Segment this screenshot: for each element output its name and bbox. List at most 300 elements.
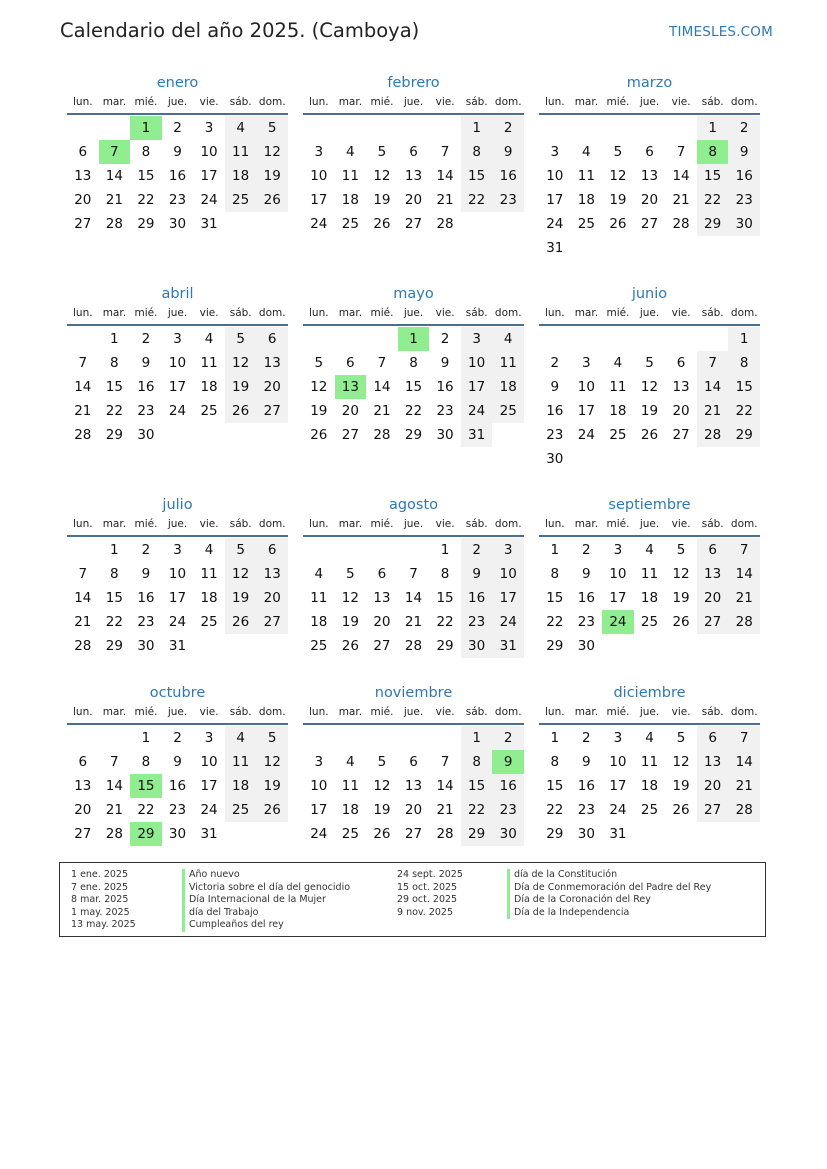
empty-cell — [67, 538, 99, 562]
days-grid — [67, 726, 288, 846]
day-cell: 12 — [256, 140, 288, 164]
day-cell: 17 — [461, 375, 493, 399]
empty-cell — [366, 538, 398, 562]
day-cell: 5 — [377, 754, 387, 770]
day-cell: 18 — [310, 614, 328, 630]
day-cell: 16 — [492, 164, 524, 188]
day-cell: 22 — [461, 798, 493, 822]
empty-cell — [634, 116, 666, 140]
weekday-label: jue. — [167, 706, 188, 718]
days-grid — [539, 116, 760, 260]
day-cell: 28 — [404, 638, 423, 654]
legend-date: 24 sept. 2025 — [397, 869, 463, 880]
day-cell: 30 — [577, 826, 595, 842]
day-cell: 10 — [168, 355, 187, 371]
day-cell: 3 — [492, 538, 524, 562]
day-cell: 21 — [697, 399, 729, 423]
weekday-label: jue. — [403, 518, 424, 530]
day-cell: 5 — [676, 542, 686, 558]
day-cell: 16 — [492, 774, 524, 798]
day-cell: 25 — [577, 216, 595, 232]
day-cell: 26 — [256, 188, 288, 212]
weekday-label: jue. — [403, 706, 424, 718]
weekday-label: dom. — [730, 706, 758, 718]
day-cell: 16 — [137, 379, 155, 395]
day-cell: 26 — [225, 610, 257, 634]
weekday-label: dom. — [494, 307, 522, 319]
day-cell: 19 — [672, 590, 690, 606]
day-cell: 3 — [204, 730, 214, 746]
brand-link[interactable]: TIMESLES.COM — [669, 24, 773, 40]
month-mayo — [303, 284, 524, 447]
day-cell: 7 — [728, 538, 760, 562]
holiday-day-cell: 24 — [602, 610, 634, 634]
day-cell: 7 — [440, 754, 450, 770]
day-cell: 21 — [672, 192, 690, 208]
weekday-label: dom. — [258, 706, 286, 718]
month-agosto — [303, 495, 524, 658]
day-cell: 27 — [341, 427, 359, 443]
days-grid — [303, 538, 524, 658]
weekday-label: mar. — [102, 518, 127, 530]
month-title: enero — [156, 75, 199, 91]
day-cell: 14 — [373, 379, 391, 395]
day-cell: 22 — [697, 188, 729, 212]
day-cell: 1 — [461, 726, 493, 750]
day-cell: 22 — [137, 192, 155, 208]
day-cell: 25 — [640, 614, 659, 630]
day-cell: 25 — [492, 399, 524, 423]
empty-cell — [634, 327, 666, 351]
day-cell: 19 — [373, 192, 391, 208]
day-cell: 11 — [225, 140, 257, 164]
legend-date: 8 mar. 2025 — [71, 894, 129, 905]
day-cell: 11 — [225, 750, 257, 774]
weekday-label: lun. — [73, 518, 93, 530]
day-cell: 13 — [672, 379, 690, 395]
holiday-day-cell: 9 — [492, 750, 524, 774]
weekday-label: mar. — [102, 96, 127, 108]
empty-cell — [303, 327, 335, 351]
holiday-day-cell: 29 — [130, 822, 162, 846]
day-cell: 22 — [137, 802, 155, 818]
day-cell: 28 — [373, 427, 391, 443]
month-julio — [67, 495, 288, 658]
day-cell: 2 — [582, 730, 591, 746]
day-cell: 14 — [74, 379, 92, 395]
weekday-header — [67, 93, 288, 115]
day-cell: 4 — [582, 144, 591, 160]
day-cell: 24 — [310, 826, 328, 842]
day-cell: 16 — [168, 168, 187, 184]
day-cell: 30 — [137, 638, 155, 654]
day-cell: 30 — [728, 212, 760, 236]
day-cell: 13 — [697, 750, 729, 774]
weekday-label: jue. — [167, 518, 188, 530]
day-cell: 17 — [310, 802, 328, 818]
day-cell: 30 — [546, 451, 564, 467]
day-cell: 3 — [461, 327, 493, 351]
day-cell: 27 — [672, 427, 690, 443]
day-cell: 28 — [672, 216, 690, 232]
day-cell: 5 — [676, 730, 686, 746]
day-cell: 21 — [404, 614, 423, 630]
day-cell: 1 — [550, 730, 560, 746]
day-cell: 11 — [200, 566, 218, 582]
day-cell: 2 — [461, 538, 493, 562]
month-title: febrero — [387, 75, 440, 91]
day-cell: 23 — [492, 798, 524, 822]
weekday-header — [67, 304, 288, 326]
day-cell: 9 — [582, 754, 591, 770]
day-cell: 15 — [105, 379, 123, 395]
day-cell: 16 — [461, 586, 493, 610]
day-cell: 21 — [74, 614, 92, 630]
day-cell: 29 — [436, 638, 454, 654]
day-cell: 24 — [577, 427, 595, 443]
day-cell: 14 — [436, 778, 454, 794]
weekday-label: mié. — [606, 307, 630, 319]
page-title: Calendario del año 2025. (Camboya) — [60, 19, 420, 42]
day-cell: 31 — [492, 634, 524, 658]
day-cell: 19 — [609, 192, 627, 208]
day-cell: 4 — [225, 116, 257, 140]
day-cell: 8 — [110, 566, 119, 582]
day-cell: 20 — [256, 586, 288, 610]
day-cell: 19 — [225, 586, 257, 610]
legend-date: 1 ene. 2025 — [71, 869, 128, 880]
weekday-label: mié. — [134, 706, 158, 718]
day-cell: 3 — [173, 542, 182, 558]
day-cell: 31 — [609, 826, 627, 842]
day-cell: 15 — [728, 375, 760, 399]
day-cell: 8 — [550, 754, 560, 770]
day-cell: 27 — [697, 798, 729, 822]
empty-cell — [697, 327, 729, 351]
day-cell: 2 — [728, 116, 760, 140]
day-cell: 1 — [110, 542, 119, 558]
day-cell: 21 — [436, 192, 454, 208]
day-cell: 18 — [341, 192, 359, 208]
day-cell: 7 — [78, 355, 88, 371]
day-cell: 20 — [672, 403, 690, 419]
day-cell: 7 — [110, 754, 119, 770]
weekday-header — [303, 703, 524, 725]
day-cell: 5 — [225, 327, 257, 351]
day-cell: 6 — [409, 144, 418, 160]
legend-date: 29 oct. 2025 — [397, 894, 458, 905]
month-febrero — [303, 73, 524, 236]
day-cell: 24 — [546, 216, 564, 232]
weekday-label: dom. — [494, 706, 522, 718]
day-cell: 5 — [613, 144, 623, 160]
empty-cell — [335, 327, 367, 351]
day-cell: 15 — [105, 590, 123, 606]
holiday-legend — [59, 862, 766, 937]
weekday-header — [539, 93, 760, 115]
weekday-label: dom. — [494, 518, 522, 530]
day-cell: 11 — [341, 778, 359, 794]
month-title: septiembre — [608, 497, 691, 513]
day-cell: 7 — [697, 351, 729, 375]
weekday-label: lun. — [309, 307, 329, 319]
day-cell: 3 — [204, 120, 214, 136]
day-cell: 6 — [697, 726, 729, 750]
day-cell: 24 — [200, 192, 218, 208]
day-cell: 17 — [168, 590, 187, 606]
day-cell: 18 — [225, 774, 257, 798]
day-cell: 4 — [645, 730, 654, 746]
legend-holiday-name: Año nuevo — [182, 869, 350, 882]
weekday-label: jue. — [167, 307, 188, 319]
day-cell: 2 — [492, 116, 524, 140]
day-cell: 14 — [728, 562, 760, 586]
day-cell: 17 — [609, 778, 627, 794]
weekday-label: jue. — [639, 96, 660, 108]
day-cell: 17 — [168, 379, 187, 395]
day-cell: 29 — [461, 822, 493, 846]
day-cell: 7 — [78, 566, 88, 582]
month-title: marzo — [626, 75, 673, 91]
day-cell: 2 — [550, 355, 560, 371]
day-cell: 28 — [105, 216, 123, 232]
weekday-label: jue. — [639, 307, 660, 319]
day-cell: 30 — [577, 638, 595, 654]
days-grid — [67, 538, 288, 658]
day-cell: 6 — [78, 144, 88, 160]
day-cell: 11 — [609, 379, 627, 395]
weekday-label: dom. — [730, 307, 758, 319]
month-junio — [539, 284, 760, 471]
day-cell: 14 — [105, 778, 123, 794]
day-cell: 11 — [492, 351, 524, 375]
weekday-label: dom. — [730, 518, 758, 530]
day-cell: 4 — [613, 355, 623, 371]
days-grid — [67, 116, 288, 236]
month-octubre — [67, 683, 288, 846]
holiday-day-cell: 8 — [697, 140, 729, 164]
day-cell: 9 — [461, 562, 493, 586]
day-cell: 9 — [582, 566, 591, 582]
day-cell: 13 — [404, 778, 423, 794]
day-cell: 11 — [200, 355, 218, 371]
month-title: noviembre — [374, 685, 453, 701]
empty-cell — [335, 116, 367, 140]
legend-holiday-name: Cumpleaños del rey — [182, 919, 350, 932]
day-cell: 16 — [546, 403, 564, 419]
day-cell: 13 — [256, 351, 288, 375]
day-cell: 14 — [436, 168, 454, 184]
day-cell: 6 — [346, 355, 355, 371]
days-grid — [67, 327, 288, 447]
day-cell: 9 — [173, 144, 182, 160]
day-cell: 31 — [168, 638, 187, 654]
weekday-label: lun. — [545, 96, 565, 108]
weekday-label: vie. — [199, 518, 219, 530]
day-cell: 9 — [550, 379, 560, 395]
day-cell: 4 — [492, 327, 524, 351]
day-cell: 18 — [577, 192, 595, 208]
day-cell: 1 — [440, 542, 450, 558]
day-cell: 22 — [546, 802, 564, 818]
empty-cell — [398, 538, 430, 562]
legend-holiday-name: día del Trabajo — [182, 907, 350, 920]
day-cell: 6 — [256, 538, 288, 562]
day-cell: 19 — [373, 802, 391, 818]
days-grid — [303, 726, 524, 846]
day-cell: 10 — [609, 754, 627, 770]
day-cell: 5 — [346, 566, 355, 582]
day-cell: 24 — [492, 610, 524, 634]
day-cell: 1 — [728, 327, 760, 351]
day-cell: 12 — [256, 750, 288, 774]
day-cell: 2 — [582, 542, 591, 558]
weekday-header — [539, 304, 760, 326]
day-cell: 13 — [697, 562, 729, 586]
day-cell: 6 — [78, 754, 88, 770]
legend-dates-col1 — [71, 869, 136, 932]
weekday-label: sáb. — [465, 96, 488, 108]
day-cell: 22 — [728, 399, 760, 423]
day-cell: 17 — [609, 590, 627, 606]
day-cell: 23 — [137, 614, 155, 630]
weekday-label: mié. — [370, 518, 394, 530]
day-cell: 8 — [728, 351, 760, 375]
weekday-label: mié. — [370, 96, 394, 108]
day-cell: 19 — [640, 403, 659, 419]
day-cell: 12 — [310, 379, 328, 395]
weekday-label: dom. — [730, 96, 758, 108]
empty-cell — [602, 116, 634, 140]
legend-date: 7 ene. 2025 — [71, 881, 128, 893]
day-cell: 4 — [204, 331, 214, 347]
day-cell: 30 — [492, 822, 524, 846]
day-cell: 23 — [137, 403, 155, 419]
weekday-label: mié. — [370, 307, 394, 319]
day-cell: 26 — [256, 798, 288, 822]
month-enero — [67, 73, 288, 236]
day-cell: 17 — [200, 778, 218, 794]
day-cell: 14 — [728, 750, 760, 774]
day-cell: 7 — [409, 566, 418, 582]
day-cell: 2 — [492, 726, 524, 750]
empty-cell — [99, 726, 131, 750]
day-cell: 16 — [436, 379, 454, 395]
day-cell: 18 — [609, 403, 627, 419]
day-cell: 12 — [672, 566, 690, 582]
day-cell: 13 — [373, 590, 391, 606]
day-cell: 7 — [728, 726, 760, 750]
day-cell: 19 — [256, 164, 288, 188]
weekday-label: sáb. — [465, 706, 488, 718]
weekday-label: vie. — [435, 96, 455, 108]
weekday-label: mar. — [338, 307, 363, 319]
empty-cell — [665, 327, 697, 351]
weekday-label: dom. — [494, 96, 522, 108]
day-cell: 12 — [225, 562, 257, 586]
day-cell: 10 — [461, 351, 493, 375]
day-cell: 26 — [609, 216, 627, 232]
empty-cell — [539, 116, 571, 140]
day-cell: 23 — [436, 403, 454, 419]
day-cell: 12 — [672, 754, 690, 770]
weekday-label: dom. — [258, 307, 286, 319]
weekday-label: mar. — [102, 307, 127, 319]
days-grid — [539, 327, 760, 471]
day-cell: 6 — [256, 327, 288, 351]
weekday-header — [67, 703, 288, 725]
day-cell: 16 — [728, 164, 760, 188]
weekday-label: jue. — [167, 96, 188, 108]
day-cell: 26 — [672, 614, 690, 630]
day-cell: 16 — [577, 590, 595, 606]
weekday-label: mié. — [134, 518, 158, 530]
legend-date: 1 may. 2025 — [71, 906, 130, 918]
day-cell: 22 — [105, 614, 123, 630]
empty-cell — [571, 327, 603, 351]
day-cell: 11 — [577, 168, 595, 184]
day-cell: 4 — [225, 726, 257, 750]
empty-cell — [335, 726, 367, 750]
day-cell: 11 — [341, 168, 359, 184]
day-cell: 5 — [314, 355, 324, 371]
day-cell: 15 — [546, 778, 564, 794]
day-cell: 28 — [74, 427, 92, 443]
day-cell: 28 — [74, 638, 92, 654]
day-cell: 25 — [341, 826, 359, 842]
day-cell: 29 — [697, 212, 729, 236]
day-cell: 2 — [141, 331, 151, 347]
day-cell: 29 — [546, 826, 564, 842]
holiday-day-cell: 1 — [130, 116, 162, 140]
legend-holiday-name: Día de la Coronación del Rey — [507, 894, 711, 907]
empty-cell — [366, 327, 398, 351]
day-cell: 19 — [672, 778, 690, 794]
month-title: octubre — [149, 685, 206, 701]
weekday-header — [67, 515, 288, 537]
weekday-label: sáb. — [701, 518, 724, 530]
weekday-label: lun. — [545, 518, 565, 530]
day-cell: 2 — [440, 331, 450, 347]
empty-cell — [602, 327, 634, 351]
day-cell: 23 — [492, 188, 524, 212]
day-cell: 15 — [461, 164, 493, 188]
day-cell: 4 — [314, 566, 324, 582]
day-cell: 27 — [256, 399, 288, 423]
day-cell: 19 — [225, 375, 257, 399]
legend-date: 15 oct. 2025 — [397, 881, 458, 893]
day-cell: 1 — [110, 331, 119, 347]
day-cell: 25 — [200, 614, 218, 630]
day-cell: 8 — [550, 566, 560, 582]
day-cell: 25 — [341, 216, 359, 232]
day-cell: 7 — [377, 355, 387, 371]
weekday-header — [539, 515, 760, 537]
day-cell: 15 — [461, 774, 493, 798]
day-cell: 2 — [173, 730, 182, 746]
days-grid — [539, 726, 760, 846]
day-cell: 24 — [461, 399, 493, 423]
month-title: junio — [631, 286, 668, 302]
day-cell: 18 — [640, 778, 659, 794]
day-cell: 11 — [310, 590, 328, 606]
weekday-label: lun. — [309, 96, 329, 108]
holiday-day-cell: 15 — [130, 774, 162, 798]
empty-cell — [429, 726, 461, 750]
day-cell: 22 — [404, 403, 423, 419]
day-cell: 18 — [200, 590, 218, 606]
day-cell: 29 — [105, 638, 123, 654]
